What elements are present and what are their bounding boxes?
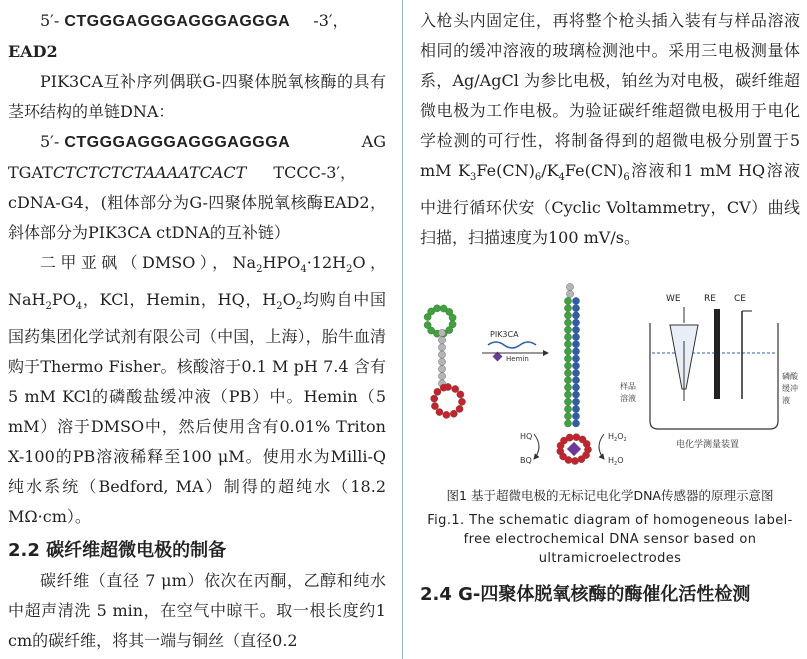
dna-bead bbox=[457, 391, 464, 398]
dna-bead bbox=[450, 410, 457, 417]
caption-english: Fig.1. The schematic diagram of homogeneous label-free electrochemical DNA sensor based on ultramicroelectrodes bbox=[427, 513, 793, 567]
dna-bead bbox=[564, 348, 571, 355]
label-pik3ca: PIK3CA bbox=[490, 330, 519, 340]
dna-bead bbox=[564, 319, 571, 326]
seq1-suffix: -3′， bbox=[313, 11, 349, 30]
label-buffer: 磷酸缓冲液 bbox=[782, 372, 798, 406]
dna-bead bbox=[564, 341, 571, 348]
dna-bead bbox=[564, 362, 571, 369]
right-column bbox=[420, 0, 800, 610]
dna-bead bbox=[572, 298, 579, 305]
dna-bead bbox=[436, 409, 443, 416]
dna-bead bbox=[572, 377, 579, 384]
dna-bead bbox=[564, 377, 571, 384]
figure-1 bbox=[420, 271, 800, 481]
dna-bead bbox=[434, 388, 441, 395]
dna-bead bbox=[564, 384, 571, 391]
dna-bead bbox=[564, 312, 571, 319]
electrochemical-cell bbox=[650, 307, 778, 429]
dna-bead bbox=[564, 406, 571, 413]
label-bq: BQ bbox=[520, 456, 532, 466]
dna-bead bbox=[438, 366, 445, 373]
dna-bead bbox=[564, 413, 571, 420]
dna-bead bbox=[572, 413, 579, 420]
reference-electrode-icon bbox=[714, 309, 720, 399]
section-title-2-4: 2.4 G-四聚体脱氧核酶的酶催化活性检测 bbox=[420, 584, 751, 606]
dna-bead bbox=[572, 384, 579, 391]
dna-bead bbox=[572, 362, 579, 369]
pik-description: PIK3CA互补序列偶联G-四聚体脱氧核酶的具有茎环结构的单链DNA： bbox=[8, 72, 386, 121]
dna-bead bbox=[572, 319, 579, 326]
reagents-paragraph: 二甲亚砜（DMSO），$Na_2HPO_4\cdot 12H_2O$，$NaH_2PO_4$，KCl，Hemin，HQ，$H_2O_2$均购自中国国药集团化学试剂有限公司（中国，上海），胎牛血清购于Thermo Fisher。核酸溶于0.1 M pH 7.4 含有5 mM KCl的磷酸盐缓冲液（PB）中。Hemin（5 mM）溶于DMSO中，然后使用含有0.01% Triton X-100的PB溶液稀释至100 μM。使用水为Milli-Q纯水系统（Bedford, MA）制得的超纯水（18.2 MΩ·cm）。 bbox=[8, 253, 386, 527]
ead2-label: EAD2 bbox=[8, 42, 58, 61]
seq2-prefix: 5′- bbox=[40, 132, 60, 151]
section-title-2-2: 2.2 碳纤维超微电极的制备 bbox=[8, 540, 227, 562]
sequence-line-1 bbox=[8, 6, 386, 37]
label-sample: 样品溶液 bbox=[620, 382, 636, 404]
caption-chinese: 图1 基于超微电极的无标记电化学DNA传感器的原理示意图 bbox=[446, 488, 774, 504]
dna-bead bbox=[564, 370, 571, 377]
hq-bq-arrow bbox=[534, 434, 539, 459]
dna-bead bbox=[564, 298, 571, 305]
dna-bead bbox=[456, 405, 463, 412]
dna-bead bbox=[566, 434, 573, 441]
dna-bead bbox=[443, 411, 450, 418]
seq2-bold: CTGGGAGGGAGGGAGGGA bbox=[64, 134, 291, 151]
dna-bead bbox=[566, 284, 573, 291]
seq2-tgat: TGAT bbox=[8, 163, 53, 182]
dna-bead bbox=[572, 341, 579, 348]
dna-bead bbox=[566, 291, 573, 298]
dna-bead bbox=[564, 398, 571, 405]
dna-bead bbox=[438, 373, 445, 380]
label-hemin: Hemin bbox=[506, 355, 529, 364]
dna-bead bbox=[438, 351, 445, 358]
dna-bead bbox=[438, 330, 445, 337]
right-top-paragraph: 入枪头内固定住，再将整个枪头插入装有与样品溶液相同的缓冲溶液的玻璃检测池中。采用三电极测量体系，Ag/AgCl 为参比电极，铂丝为对电极，碳纤维超微电极为工作电极。为验证碳纤维超微电极用于电化学检测的可行性，将制备得到的超微电极分别置于5 mM $K_3Fe(CN)_6/K_4Fe(CN)_6$溶液和1 mM HQ溶液中进行循环伏安（Cyclic Voltammetry，CV）曲线扫描，扫描速度为100 mV/s。 bbox=[420, 11, 800, 248]
dna-bead bbox=[438, 337, 445, 344]
dna-bead bbox=[431, 395, 438, 402]
dna-bead bbox=[572, 334, 579, 341]
label-h2o: $H_2O$ bbox=[608, 456, 624, 468]
sequence-line-3 bbox=[8, 158, 386, 188]
dna-bead bbox=[564, 305, 571, 312]
dna-bead bbox=[572, 348, 579, 355]
dna-bead bbox=[572, 420, 579, 427]
dna-bead bbox=[449, 314, 456, 321]
label-ce: CE bbox=[734, 294, 746, 305]
dna-bead bbox=[572, 312, 579, 319]
fiber-paragraph: 碳纤维（直径 7 μm）依次在丙酮，乙醇和纯水中超声清洗 5 min，在空气中晾干。取一根长度约1 cm的碳纤维，将其一端与铜丝（直径0.2 bbox=[8, 571, 386, 651]
dna-bead bbox=[578, 456, 585, 463]
dna-bead bbox=[438, 344, 445, 351]
left-column bbox=[8, 0, 386, 656]
dna-bead bbox=[572, 355, 579, 362]
dna-bead bbox=[572, 398, 579, 405]
dna-bead bbox=[572, 305, 579, 312]
dna-bead bbox=[564, 391, 571, 398]
schematic-diagram bbox=[420, 271, 800, 481]
h2o2-h2o-arrow bbox=[599, 434, 604, 459]
hemin-bound-icon bbox=[567, 442, 581, 456]
label-h2o2: $H_2O_2$ bbox=[608, 432, 627, 444]
dna-bead bbox=[564, 420, 571, 427]
dna-bead bbox=[564, 334, 571, 341]
dna-bead bbox=[452, 386, 459, 393]
label-device: 电化学测量装置 bbox=[676, 440, 740, 451]
seq2-italic: CTCTCTCTAAAATCACT bbox=[52, 163, 247, 182]
seq2-ag: AG bbox=[361, 132, 386, 151]
sequence-line-2 bbox=[8, 127, 386, 158]
dna-bead bbox=[440, 384, 447, 391]
dna-bead bbox=[572, 391, 579, 398]
column-divider bbox=[402, 0, 403, 659]
dna-bead bbox=[431, 403, 438, 410]
dna-bead bbox=[424, 322, 431, 329]
dna-bead bbox=[571, 458, 578, 465]
label-hq: HQ bbox=[520, 432, 533, 442]
dna-bead bbox=[572, 326, 579, 333]
dna-bead bbox=[438, 358, 445, 365]
dna-bead bbox=[572, 370, 579, 377]
seq1-prefix: 5′- bbox=[40, 11, 60, 30]
dna-bead bbox=[433, 305, 440, 312]
label-re: RE bbox=[704, 294, 716, 305]
dna-bead bbox=[564, 355, 571, 362]
dna-bead bbox=[572, 406, 579, 413]
cdna-description: cDNA-G4，(粗体部分为G-四聚体脱氧核酶EAD2，斜体部分为PIK3CA ctDNA的互补链） bbox=[8, 193, 386, 242]
dna-beads bbox=[424, 284, 592, 465]
label-we: WE bbox=[666, 294, 681, 305]
pik3ca-strand-icon bbox=[488, 342, 536, 348]
seq1: CTGGGAGGGAGGGAGGGA bbox=[64, 13, 291, 30]
dna-bead bbox=[564, 326, 571, 333]
dna-bead bbox=[458, 398, 465, 405]
seq2-tail: TCCC-3′， bbox=[273, 163, 357, 182]
